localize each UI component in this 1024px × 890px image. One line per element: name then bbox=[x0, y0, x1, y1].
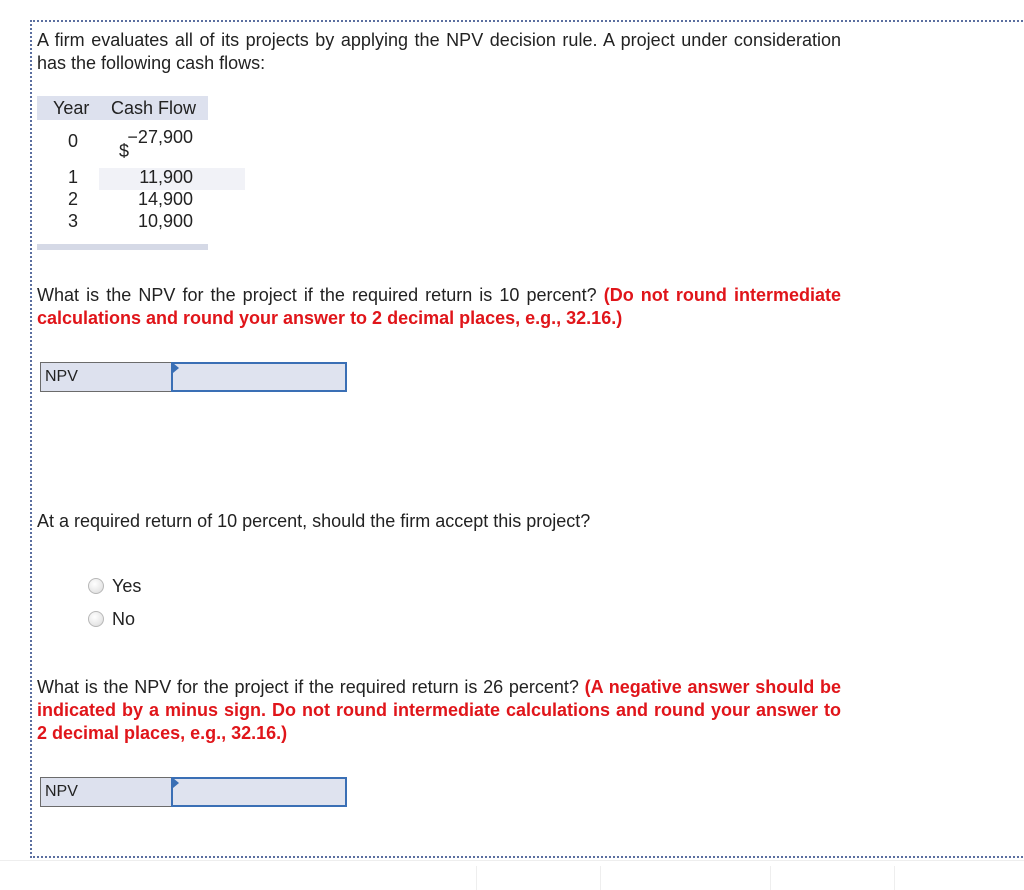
radio-button-icon[interactable] bbox=[88, 611, 104, 627]
input-flag-icon bbox=[173, 363, 179, 373]
npv-answer-row-26 bbox=[40, 777, 346, 807]
header-year: Year bbox=[53, 98, 90, 118]
currency-symbol: $ bbox=[119, 141, 130, 161]
npv-input-26[interactable] bbox=[171, 777, 347, 807]
radio-no-label: No bbox=[112, 608, 136, 629]
radio-button-icon[interactable] bbox=[88, 578, 104, 594]
q1-text bbox=[37, 284, 841, 330]
footer-separator bbox=[600, 866, 601, 890]
cash-flow-table bbox=[37, 96, 208, 231]
q3-question: What is the NPV for the project if the required return is 26 percent? bbox=[37, 677, 579, 697]
q3-text bbox=[37, 676, 841, 745]
q1-instruction: (Do not round intermediate calculations and round your answer to 2 decimal places, e.g., 32.16.) bbox=[37, 285, 842, 328]
table-header bbox=[37, 96, 208, 120]
footer-divider bbox=[0, 860, 1024, 861]
footer-separator bbox=[894, 866, 895, 890]
input-flag-icon bbox=[173, 778, 179, 788]
footer-separator bbox=[476, 866, 477, 890]
npv-answer-row-10 bbox=[40, 362, 346, 392]
amount-cell: 14,900 bbox=[137, 189, 193, 209]
table-row bbox=[37, 127, 208, 166]
intro-text: A firm evaluates all of its projects by applying the NPV decision rule. A project under consideration has the following cash flows: bbox=[37, 30, 841, 73]
q3-instruction: (A negative answer should be indicated by a minus sign. Do not round intermediate calculations and round your answer to 2 decimal places, e.g., 32.16.) bbox=[37, 677, 842, 743]
radio-no[interactable] bbox=[88, 608, 135, 630]
q1-question: What is the NPV for the project if the required return is 10 percent? bbox=[37, 285, 597, 305]
npv-label: NPV bbox=[45, 368, 78, 385]
header-cash-flow: Cash Flow bbox=[111, 98, 197, 118]
year-cell: 3 bbox=[67, 211, 78, 231]
year-cell: 2 bbox=[67, 189, 78, 209]
q2-text: At a required return of 10 percent, should the firm accept this project? bbox=[37, 511, 591, 531]
amount-cell: 11,900 bbox=[139, 167, 193, 187]
table-bottom-rule bbox=[37, 244, 208, 250]
amount-cell: −27,900 bbox=[127, 127, 193, 147]
radio-yes[interactable] bbox=[88, 575, 141, 597]
npv-input-10[interactable] bbox=[171, 362, 347, 392]
radio-yes-label: Yes bbox=[112, 575, 142, 596]
amount-cell: 10,900 bbox=[137, 211, 193, 231]
npv-label: NPV bbox=[45, 783, 78, 800]
year-cell: 1 bbox=[67, 167, 78, 187]
year-cell: 0 bbox=[67, 131, 78, 151]
footer-separator bbox=[770, 866, 771, 890]
